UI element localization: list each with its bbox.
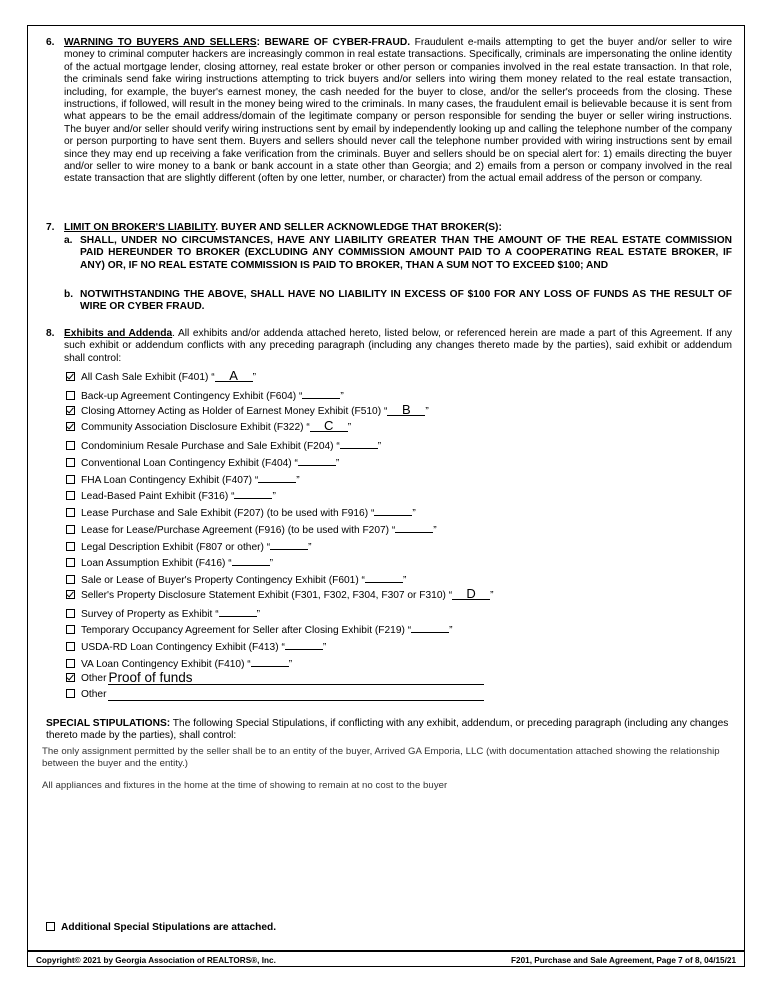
exhibit-row (66, 487, 276, 503)
exhibit-checkbox[interactable] (66, 441, 75, 450)
exhibit-checkbox[interactable] (66, 491, 75, 500)
footer-copyright: Copyright© 2021 by Georgia Association of REALTORS®, Inc. (36, 956, 276, 965)
exhibit-checkbox[interactable] (66, 525, 75, 534)
section-number: 7. (46, 222, 55, 233)
exhibit-checkbox[interactable] (66, 673, 75, 682)
exhibit-letter-field[interactable] (285, 638, 323, 650)
exhibit-checkbox[interactable] (66, 458, 75, 467)
exhibit-letter-field[interactable]: B (387, 404, 425, 416)
additional-stipulations-checkbox[interactable] (46, 922, 55, 931)
exhibit-letter-field[interactable] (232, 554, 270, 566)
exhibit-letter-field[interactable] (340, 437, 378, 449)
exhibit-label: Sale or Lease of Buyer's Property Contingency Exhibit (F601) “ (81, 575, 365, 586)
exhibit-letter-field[interactable] (219, 605, 257, 617)
exhibit-label: VA Loan Contingency Exhibit (F410) “ (81, 658, 251, 670)
exhibit-checkbox[interactable] (66, 372, 75, 381)
footer-form-id: F201, Purchase and Sale Agreement, Page 7 of 8, 04/15/21 (511, 956, 736, 965)
exhibit-row (66, 655, 292, 671)
item-text: SHALL, UNDER NO CIRCUMSTANCES, HAVE ANY LIABILITY GREATER THAN THE AMOUNT OF THE REAL ESTATE COMMISSION PAID HEREUNDER TO BROKER (EXCLUDING ANY COMMISSION AMOUNT PAID TO A COOPERATING REAL ESTATE BROKER, IF ANY) OR, IF NO REAL ESTATE COMMISSION IS PAID TO BROKER, THAN A SUM NOT TO EXCEED $100; AND (80, 235, 732, 271)
exhibit-label: Community Association Disclosure Exhibit (F322) “ (81, 422, 310, 434)
exhibit-letter-field[interactable] (302, 387, 340, 399)
close-quote: ” (433, 524, 437, 536)
exhibit-row (66, 538, 312, 554)
exhibit-checkbox[interactable] (66, 422, 75, 431)
exhibit-checkbox[interactable] (66, 625, 75, 634)
exhibit-row (66, 605, 260, 621)
exhibit-other-field[interactable] (108, 688, 484, 701)
item-letter: a. (64, 235, 73, 246)
exhibit-checkbox[interactable] (66, 590, 75, 599)
exhibit-row (66, 621, 453, 637)
exhibit-label: Condominium Resale Purchase and Sale Exhibit (F204) “ (81, 441, 340, 452)
exhibit-label: Temporary Occupancy Agreement for Seller after Closing Exhibit (F219) “ (81, 625, 412, 637)
exhibit-other-row (66, 669, 484, 685)
exhibit-row (66, 401, 429, 418)
exhibit-row (66, 471, 300, 487)
exhibit-checkbox[interactable] (66, 575, 75, 584)
exhibit-letter-field[interactable] (395, 521, 433, 533)
exhibit-row (66, 387, 344, 403)
exhibit-label: Loan Assumption Exhibit (F416) “ (81, 558, 232, 570)
exhibit-label: Legal Description Exhibit (F807 or other) “ (81, 541, 271, 553)
exhibit-letter-field[interactable] (270, 538, 308, 550)
close-quote: ” (322, 642, 327, 653)
exhibit-checkbox[interactable] (66, 406, 75, 415)
exhibit-label: All Cash Sale Exhibit (F401) “ (81, 372, 215, 383)
exhibit-row (66, 420, 351, 434)
exhibit-label: USDA-RD Loan Contingency Exhibit (F413) “ (81, 642, 285, 653)
section-number: 6. (46, 37, 55, 48)
exhibit-other-row (66, 688, 484, 701)
close-quote: ” (256, 608, 260, 620)
footer-divider (28, 950, 744, 952)
exhibit-row (66, 504, 416, 520)
exhibit-checkbox[interactable] (66, 659, 75, 668)
exhibit-checkbox[interactable] (66, 508, 75, 517)
exhibit-row (66, 638, 326, 654)
close-quote: ” (269, 558, 274, 570)
section-number: 8. (46, 328, 55, 339)
exhibit-letter-field[interactable] (258, 471, 296, 483)
section-heading: Exhibits and Addenda (64, 328, 173, 339)
section-6-body (64, 37, 732, 186)
exhibit-label: Lease for Lease/Purchase Agreement (F916) (to be used with F207) “ (81, 524, 396, 536)
exhibit-checkbox[interactable] (66, 609, 75, 618)
exhibit-row (66, 554, 273, 570)
exhibit-letter-field[interactable]: C (310, 420, 348, 432)
exhibit-letter-field[interactable] (365, 571, 403, 583)
stipulation-entry[interactable]: All appliances and fixtures in the home at the time of showing to remain at no cost to the buyer (42, 780, 448, 791)
exhibit-letter-field[interactable] (234, 487, 272, 499)
section-text: . All exhibits and/or addenda attached hereto, listed below, or referenced herein are made a part of this Agreement. If any such exhibit or addendum conflicts with any preceding paragraph (including any changes thereto made by the parties), said exhibit or addendum shall control: (64, 328, 732, 364)
item-letter: b. (64, 289, 74, 300)
stipulation-entry[interactable]: The only assignment permitted by the seller shall be to an entity of the buyer, Arrived GA Emporia, LLC (with documentation attached showing the relationship between the buyer and the entity.) (42, 746, 720, 769)
close-quote: ” (412, 508, 416, 519)
exhibit-other-label: Other (81, 689, 107, 701)
section-heading: LIMIT ON BROKER'S LIABILITY (64, 222, 216, 233)
close-quote: ” (335, 457, 340, 469)
exhibit-letter-field[interactable]: A (215, 370, 253, 382)
close-quote: ” (402, 575, 407, 586)
exhibit-letter-field[interactable] (411, 621, 449, 633)
exhibit-label: Closing Attorney Acting as Holder of Earnest Money Exhibit (F510) “ (81, 405, 388, 417)
exhibit-row (66, 571, 406, 587)
section-8-body (64, 328, 732, 365)
section-subheading: . BUYER AND SELLER ACKNOWLEDGE THAT BROKER(S): (215, 222, 502, 233)
close-quote: ” (308, 541, 312, 553)
exhibit-row (66, 370, 256, 384)
exhibit-row (66, 585, 494, 602)
section-subheading: : BEWARE OF CYBER-FRAUD. (256, 37, 411, 48)
exhibit-checkbox[interactable] (66, 642, 75, 651)
exhibit-label: Back-up Agreement Contingency Exhibit (F604) “ (81, 390, 303, 402)
exhibit-letter-field[interactable] (298, 454, 336, 466)
close-quote: ” (340, 390, 344, 402)
exhibit-letter-field[interactable] (374, 504, 412, 516)
close-quote: ” (347, 422, 352, 434)
section-7-heading (64, 222, 732, 234)
close-quote: ” (490, 589, 494, 601)
close-quote: ” (272, 491, 276, 503)
exhibit-letter-field[interactable]: D (452, 588, 490, 600)
close-quote: ” (296, 474, 300, 486)
exhibit-label: Lead-Based Paint Exhibit (F316) “ (81, 491, 235, 503)
exhibit-checkbox[interactable] (66, 391, 75, 400)
exhibit-label: Survey of Property as Exhibit “ (81, 608, 219, 620)
additional-stipulations-label: Additional Special Stipulations are attached. (61, 922, 277, 933)
document-page (27, 25, 745, 967)
special-stipulations (46, 718, 734, 743)
close-quote: ” (252, 372, 257, 383)
exhibit-other-field[interactable]: Proof of funds (108, 672, 484, 685)
exhibit-checkbox[interactable] (66, 475, 75, 484)
exhibit-checkbox[interactable] (66, 558, 75, 567)
exhibit-checkbox[interactable] (66, 689, 75, 698)
exhibit-label: Lease Purchase and Sale Exhibit (F207) (to be used with F916) “ (81, 508, 375, 519)
exhibit-letter-field[interactable] (251, 655, 289, 667)
exhibit-other-label: Other (81, 672, 107, 684)
exhibit-label: Seller's Property Disclosure Statement Exhibit (F301, F302, F304, F307 or F310) “ (81, 589, 453, 601)
exhibit-row (66, 454, 339, 470)
section-heading: WARNING TO BUYERS AND SELLERS (64, 37, 257, 48)
exhibit-checkbox[interactable] (66, 542, 75, 551)
additional-stipulations (46, 922, 276, 933)
item-text: NOTWITHSTANDING THE ABOVE, SHALL HAVE NO LIABILITY IN EXCESS OF $100 FOR ANY LOSS OF FUNDS AS THE RESULT OF WIRE OR CYBER FRAUD. (80, 289, 732, 313)
special-stipulations-text: The following Special Stipulations, if conflicting with any exhibit, addendum, or preceding paragraph (including any changes thereto made by the parties), shall control: (46, 718, 729, 742)
close-quote: ” (288, 658, 293, 670)
exhibit-row (66, 521, 437, 537)
close-quote: ” (449, 625, 453, 637)
special-stipulations-heading: SPECIAL STIPULATIONS: (46, 718, 171, 729)
section-text: Fraudulent e-mails attempting to get the buyer and/or seller to wire money to criminal computer hackers are increasingly common in real estate transactions. Specifically, criminals are impersonating the online identity of the actual mortgage lender, closing attorney, real estate broker or other person or companies involved in the real estate transaction. In that role, the criminals send fake wiring instructions attempting to trick buyers and/or sellers into wiring them money related to the real estate transaction, including, for example, the buyer's earnest money, the cash needed for the buyer to close, and/or the seller's proceeds from the closing. These instructions, if followed, will result in the money being wired to the criminals. In many cases, the fraudulent email is believable because it is sent from what appears to be the email address/domain of the legitimate company or person responsible for sending the buyer or seller wiring instructions. The buyer and/or seller should verify wiring instructions sent by email by independently looking up and calling the telephone number of the company or person purporting to have sent them. Buyers and sellers should never call the telephone number provided with wiring instructions sent by email since they may end up receiving a fake verification from the criminals. Buyer and sellers should be on special alert for: 1) emails directing the buyer and/or seller to wire money to a bank or bank account in a state other than Georgia; and 2) emails from a person or company involved in the real estate transaction that are slightly different (often by one letter, number, or character) from the actual email address of the person or company. (64, 37, 732, 185)
close-quote: ” (425, 405, 429, 417)
exhibit-row (66, 437, 381, 453)
exhibit-label: FHA Loan Contingency Exhibit (F407) “ (81, 474, 259, 486)
close-quote: ” (377, 441, 382, 452)
exhibit-label: Conventional Loan Contingency Exhibit (F404) “ (81, 457, 298, 469)
